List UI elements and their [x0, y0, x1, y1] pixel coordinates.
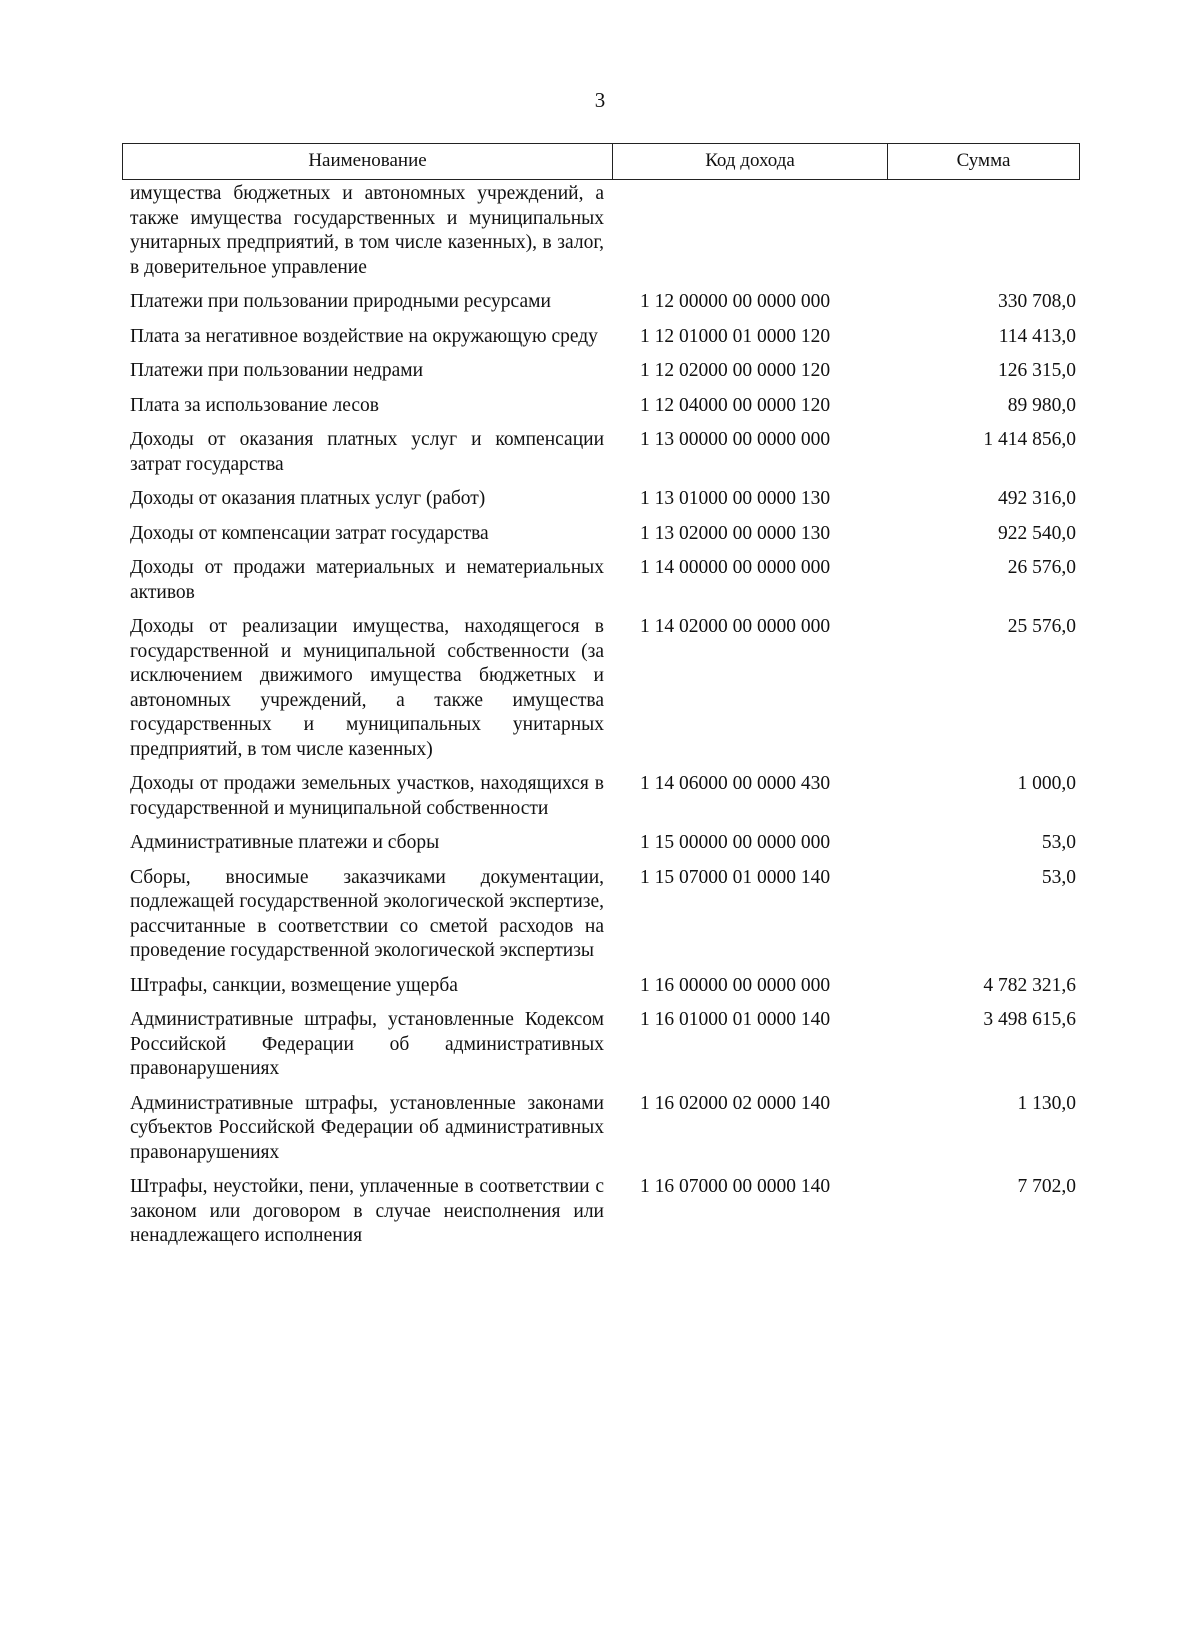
- table-row: [130, 487, 1082, 512]
- table-row: [130, 1175, 1082, 1249]
- row-code: 1 16 00000 00 0000 000: [640, 974, 831, 996]
- table-row: [130, 325, 1082, 350]
- header-sum: Сумма: [956, 150, 1011, 171]
- row-code: 1 13 00000 00 0000 000: [640, 429, 831, 450]
- row-name: Доходы от оказания платных услуг (работ): [130, 488, 486, 509]
- row-sum: 330 708,0: [998, 291, 1076, 312]
- row-name: Штрафы, санкции, возмещение ущерба: [130, 974, 458, 996]
- row-name: Административные штрафы, установленные Кодексом Российской Федерации об административных правонарушениях: [130, 1009, 604, 1079]
- table-row: [130, 866, 1082, 964]
- row-sum: 126 315,0: [998, 360, 1076, 381]
- table-row: [130, 182, 1082, 280]
- table-row: [130, 1092, 1082, 1166]
- row-name: Административные штрафы, установленные законами субъектов Российской Федерации об административных правонарушениях: [130, 1092, 604, 1163]
- table-row: [130, 428, 1082, 477]
- row-sum: 922 540,0: [998, 522, 1076, 544]
- table-row: [130, 394, 1082, 419]
- row-sum: 1 130,0: [1017, 1092, 1076, 1114]
- table-row: [130, 831, 1082, 856]
- row-name: Доходы от продажи материальных и нематериальных активов: [130, 557, 604, 603]
- row-name: Доходы от продажи земельных участков, находящихся в государственной и муниципальной собственности: [130, 773, 604, 819]
- row-code: 1 14 06000 00 0000 430: [640, 773, 831, 794]
- row-sum: 7 702,0: [1017, 1176, 1076, 1197]
- row-name: имущества бюджетных и автономных учреждений, а также имущества государственных и муниципальных унитарных предприятий, в том числе казенных), в залог, в доверительное управление: [130, 183, 604, 278]
- row-sum: 53,0: [1041, 866, 1076, 888]
- row-code: 1 15 07000 01 0000 140: [640, 866, 831, 888]
- row-code: 1 12 01000 01 0000 120: [640, 325, 831, 347]
- table-header: [122, 143, 1080, 180]
- row-sum: 26 576,0: [1007, 557, 1076, 578]
- row-sum: 4 782 321,6: [983, 974, 1076, 996]
- row-name: Административные платежи и сборы: [130, 832, 440, 853]
- row-name: Доходы от оказания платных услуг и компенсации затрат государства: [130, 429, 604, 475]
- row-code: 1 13 02000 00 0000 130: [640, 522, 831, 544]
- row-code: 1 14 00000 00 0000 000: [640, 557, 831, 578]
- table-row: [130, 1008, 1082, 1082]
- table-row: [130, 615, 1082, 762]
- row-name: Платежи при пользовании недрами: [130, 360, 424, 381]
- row-sum: 492 316,0: [998, 488, 1076, 509]
- row-code: 1 16 01000 01 0000 140: [640, 1009, 831, 1030]
- row-code: 1 15 00000 00 0000 000: [640, 832, 831, 853]
- row-name: Доходы от реализации имущества, находящегося в государственной и муниципальной собственности (за исключением движимого имущества бюджетных и автономных учреждений, а также имущества государственных и муниципальных унитарных предприятий, в том числе казенных): [130, 616, 604, 760]
- row-code: 1 12 02000 00 0000 120: [640, 360, 831, 381]
- table-row: [130, 522, 1082, 547]
- row-name: Платежи при пользовании природными ресурсами: [130, 291, 551, 312]
- row-code: 1 12 04000 00 0000 120: [640, 394, 831, 416]
- row-name: Сборы, вносимые заказчиками документации, подлежащей государственной экологической экспертизе, рассчитанные в соответствии со сметой расходов на проведение государственной экологической экспертизы: [130, 866, 604, 961]
- row-sum: 3 498 615,6: [983, 1009, 1076, 1030]
- table-body: [130, 182, 1082, 1259]
- row-code: 1 13 01000 00 0000 130: [640, 488, 831, 509]
- row-name: Штрафы, неустойки, пени, уплаченные в соответствии с законом или договором в случае неисполнения или ненадлежащего исполнения: [130, 1176, 604, 1246]
- table-row: [130, 290, 1082, 315]
- row-code: 1 12 00000 00 0000 000: [640, 291, 831, 312]
- table-row: [130, 974, 1082, 999]
- row-sum: 1 000,0: [1017, 773, 1076, 794]
- row-code: 1 16 02000 02 0000 140: [640, 1092, 831, 1114]
- row-sum: 25 576,0: [1007, 616, 1076, 637]
- row-sum: 89 980,0: [1007, 394, 1076, 416]
- row-code: 1 14 02000 00 0000 000: [640, 616, 831, 637]
- row-name: Доходы от компенсации затрат государства: [130, 522, 489, 544]
- row-code: 1 16 07000 00 0000 140: [640, 1176, 831, 1197]
- table-row: [130, 359, 1082, 384]
- row-sum: 114 413,0: [998, 325, 1076, 347]
- header-code: Код дохода: [613, 144, 888, 179]
- row-sum: 53,0: [1041, 832, 1076, 853]
- table-row: [130, 772, 1082, 821]
- page-number: 3: [594, 88, 606, 112]
- row-sum: 1 414 856,0: [983, 429, 1076, 450]
- table-row: [130, 556, 1082, 605]
- header-name: Наименование: [123, 144, 613, 179]
- row-name: Плата за использование лесов: [130, 394, 379, 416]
- row-name: Плата за негативное воздействие на окружающую среду: [130, 325, 598, 347]
